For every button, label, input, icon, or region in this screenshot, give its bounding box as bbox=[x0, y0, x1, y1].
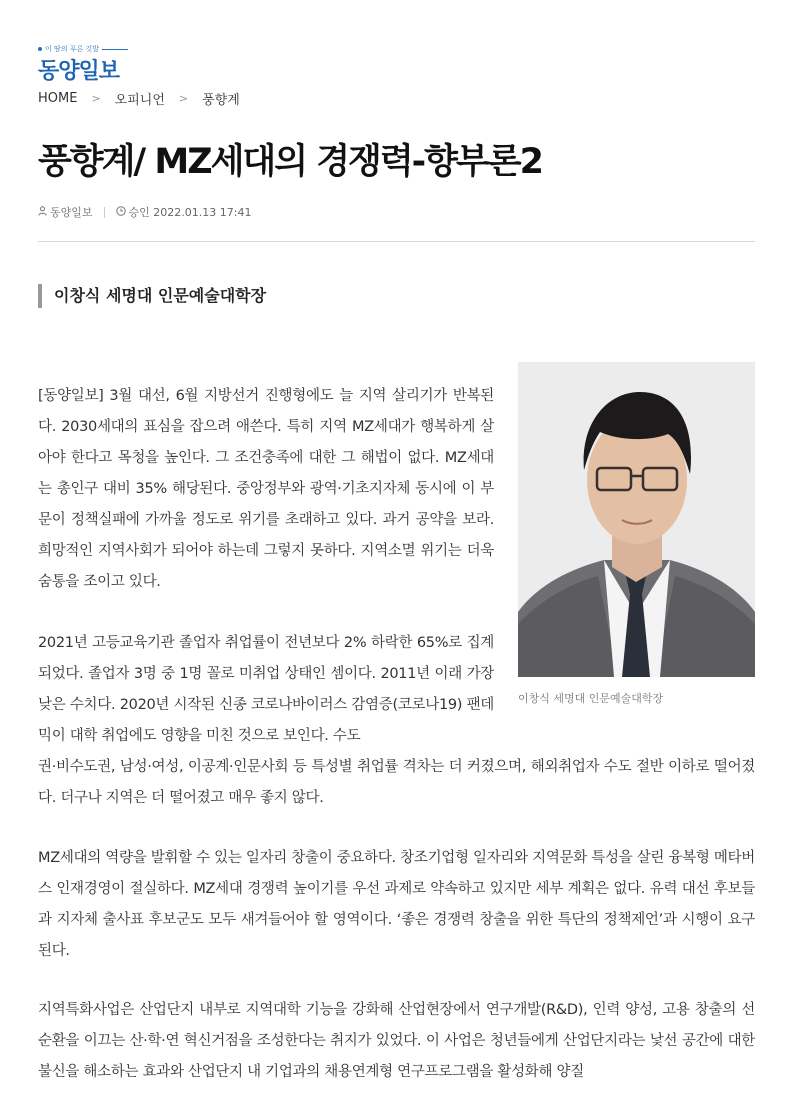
photo-caption: 이창식 세명대 인문예술대학장 bbox=[518, 692, 664, 705]
article-byline: 이창식 세명대 인문예술대학장 bbox=[38, 284, 266, 308]
site-logo[interactable] bbox=[38, 44, 138, 84]
article-paragraph-2-top: 2021년 고등교육기관 졸업자 취업률이 전년보다 2% 하락한 65%로 집계되었다. 졸업자 3명 중 1명 꼴로 미취업 상태인 셈이다. 2011년 이래 가장 낮은 수치다. 2020년 시작된 신종 코로나바이러스 감염증(코로나19) 팬데믹이 대학 취업에도 영향을 미친 것으로 보인다. 수도 bbox=[38, 635, 494, 744]
article-paragraph-2 bbox=[38, 628, 755, 814]
person-icon bbox=[38, 206, 47, 219]
logo-dot-icon bbox=[38, 47, 42, 51]
breadcrumb-subsection[interactable]: 풍향계 bbox=[202, 93, 240, 108]
chevron-right-icon: > bbox=[178, 92, 189, 105]
article-meta bbox=[38, 204, 251, 220]
article-paragraph-4: 지역특화사업은 산업단지 내부로 지역대학 기능을 강화해 산업현장에서 연구개발(R&D), 인력 양성, 고용 창출의 선순환을 이끄는 산·학·연 혁신거점을 조성한다는 취지가 있었다. 이 사업은 청년들에게 산업단지라는 낯선 공간에 대한 불신을 해소하는 효과와 산업단지 내 기업과의 채용연계형 연구프로그램을 활성화해 양질 bbox=[38, 1002, 755, 1080]
logo-line-icon bbox=[102, 49, 128, 50]
article-paragraph-1: [동양일보] 3월 대선, 6월 지방선거 진행형에도 늘 지역 살리기가 반복된다. 2030세대의 표심을 잡으려 애쓴다. 특히 지역 MZ세대가 행복하게 살아야 한다고 목청을 높인다. 그 조건충족에 대한 그 해법이 없다. MZ세대는 총인구 대비 35% 해당된다. 중앙정부와 광역·기초지자체 동시에 이 부문이 정책실패에 가까울 정도로 위기를 초래하고 있다. 과거 공약을 보라. 희망적인 지역사회가 되어야 하는데 그렇지 못하다. 지역소멸 위기는 더욱 숨통을 조이고 있다. bbox=[38, 388, 494, 590]
breadcrumb bbox=[38, 89, 240, 108]
chevron-right-icon: > bbox=[91, 92, 101, 105]
article-published: 승인 2022.01.13 17:41 bbox=[128, 206, 252, 219]
clock-icon bbox=[116, 206, 126, 219]
header-divider bbox=[38, 241, 755, 242]
breadcrumb-section[interactable]: 오피니언 bbox=[114, 93, 165, 108]
article-paragraph-2-bottom: 권·비수도권, 남성·여성, 이공계·인문사회 등 특성별 취업률 격차는 더 커졌으며, 해외취업자 수도 절반 이하로 떨어졌다. 더구나 지역은 더 떨어졌고 매우 좋지 않다. bbox=[38, 759, 755, 806]
article-title: 풍향계/ MZ세대의 경쟁력-향부론2 bbox=[38, 142, 542, 182]
article-paragraph-3: MZ세대의 역량을 발휘할 수 있는 일자리 창출이 중요하다. 창조기업형 일자리와 지역문화 특성을 살린 융복형 메타버스 인재경영이 절실하다. MZ세대 경쟁력 높이기를 우선 과제로 약속하고 있지만 세부 계획은 없다. 유력 대선 후보들과 지자체 출사표 후보군도 모두 새겨들어야 할 영역이다. ‘좋은 경쟁력 창출을 위한 특단의 정책제언’과 시행이 요구된다. bbox=[38, 850, 755, 959]
breadcrumb-home[interactable]: HOME bbox=[38, 91, 78, 106]
article-author[interactable]: 동양일보 bbox=[50, 206, 93, 219]
meta-divider bbox=[104, 207, 105, 218]
logo-name: 동양일보 bbox=[38, 59, 120, 84]
logo-tagline: 이 땅의 푸른 깃발 bbox=[38, 44, 128, 54]
